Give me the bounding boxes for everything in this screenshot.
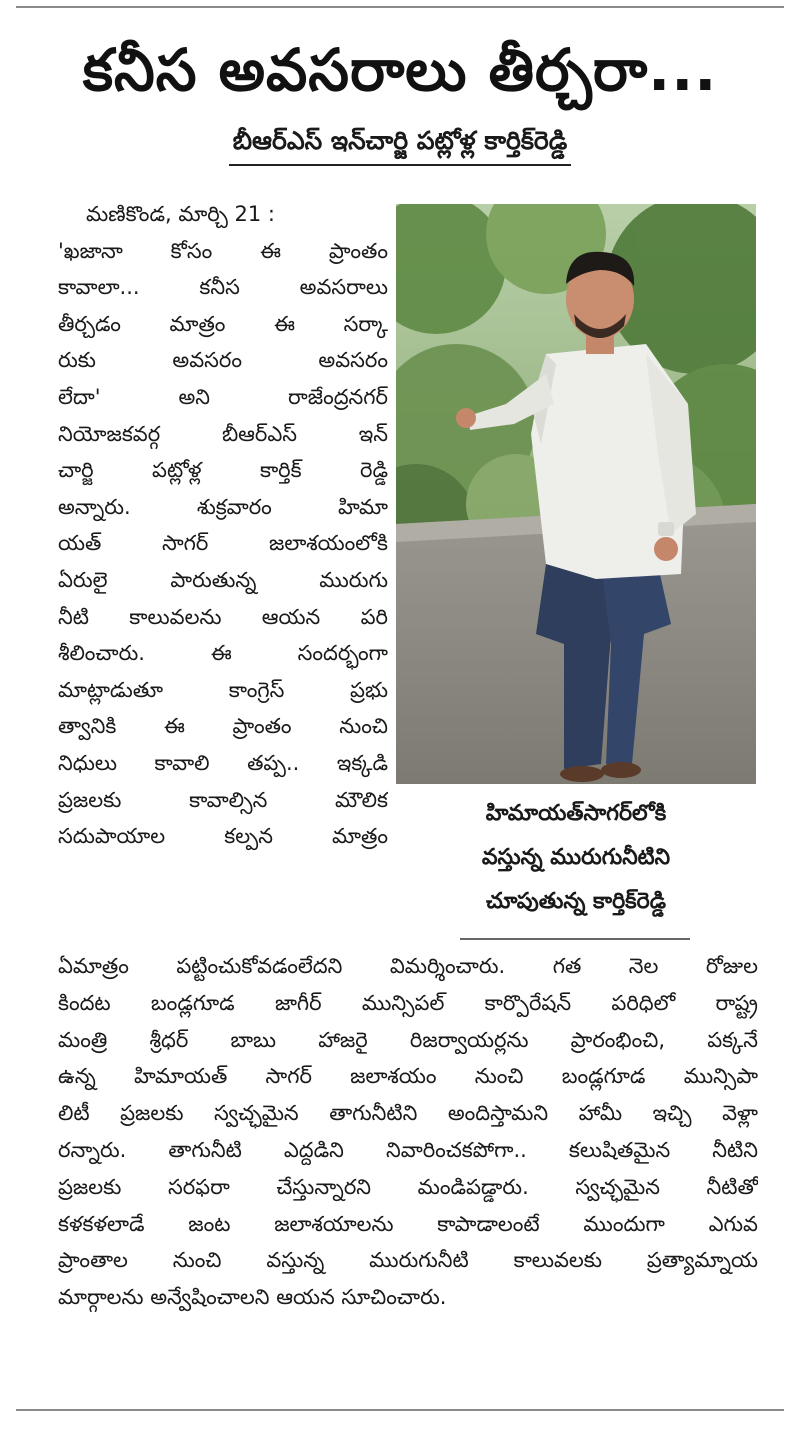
body-line: కావాలా... కనీస అవసరాలు	[58, 275, 388, 300]
body-line: యత్ సాగర్ జలాశయంలోకి	[58, 531, 388, 556]
body-line: ఉన్న హిమాయత్ సాగర్ జలాశయం నుంచి బండ్లగూడ మున్సిపా	[58, 1064, 758, 1089]
headline: కనీస అవసరాలు తీర్చరా...	[82, 36, 718, 104]
caption-rule	[460, 938, 690, 940]
body-line: మాట్లాడుతూ కాంగ్రెస్ ప్రభు	[58, 677, 388, 702]
caption-line: హిమాయత్‌సాగర్‌లోకి	[485, 801, 667, 826]
subheadline: బీఆర్ఎస్ ఇన్‌చార్జి పట్లోళ్ల కార్తిక్‌రెడ్డి	[229, 122, 571, 166]
body-line: ప్రజలకు సరఫరా చేస్తున్నారని మండిపడ్డారు. స్వచ్ఛమైన నీటితో	[58, 1174, 758, 1199]
body-line: శీలించారు. ఈ సందర్భంగా	[58, 641, 388, 666]
body-line: సదుపాయాల కల్పన మాత్రం	[58, 824, 388, 849]
article-body-left-column	[58, 196, 388, 855]
body-line: అన్నారు. శుక్రవారం హిమా	[58, 494, 388, 519]
body-line: కళకళలాడే జంట జలాశయాలను కాపాడాలంటే ముందుగా ఎగువ	[58, 1211, 758, 1236]
body-line: చార్జి పట్లోళ్ల కార్తిక్ రెడ్డి	[58, 458, 388, 483]
body-line: రుకు అవసరం అవసరం	[58, 348, 388, 373]
bottom-rule	[16, 1409, 784, 1411]
body-line: మార్గాలను అన్వేషించాలని ఆయన సూచించారు.	[58, 1285, 447, 1310]
subheadline-wrap	[0, 122, 800, 166]
body-line: మంత్రి శ్రీధర్ బాబు హాజరై రిజర్వాయర్లను ప్రారంభించి, పక్కనే	[58, 1027, 758, 1052]
person-sitting-on-wall-photo	[396, 204, 756, 784]
body-line: మణికొండ, మార్చి 21 :	[86, 202, 275, 226]
body-line: నియోజకవర్గ బీఆర్ఎస్ ఇన్	[58, 421, 388, 446]
body-line: లేదా' అని రాజేంద్రనగర్	[58, 384, 388, 409]
body-line: 'ఖజానా కోసం ఈ ప్రాంతం	[58, 238, 388, 263]
caption-line: చూపుతున్న కార్తిక్‌రెడ్డి	[486, 889, 666, 914]
body-line: ప్రజలకు కావాల్సిన మౌలిక	[58, 787, 388, 812]
body-line: రన్నారు. తాగునీటి ఎద్దడిని నివారించకపోగా.. కలుషితమైన నీటిని	[58, 1137, 758, 1162]
article-photo	[396, 204, 756, 784]
body-line: ఏమాత్రం పట్టించుకోవడంలేదని విమర్శించారు. గత నెల రోజుల	[58, 954, 758, 978]
body-line: ప్రాంతాల నుంచి వస్తున్న మురుగునీటి కాలువలకు ప్రత్యామ్నాయ	[58, 1248, 758, 1273]
body-line: నిధులు కావాలి తప్ప.. ఇక్కడి	[58, 750, 388, 775]
body-line: తీర్చడం మాత్రం ఈ సర్కా	[58, 311, 388, 336]
caption-line: వస్తున్న మురుగునీటిని	[481, 845, 671, 870]
body-line: నీటి కాలువలను ఆయన పరి	[58, 604, 388, 629]
top-rule	[16, 6, 784, 8]
article-body-full-width	[58, 948, 758, 1316]
body-line: త్వానికి ఈ ప్రాంతం నుంచి	[58, 714, 388, 739]
body-line: లిటీ ప్రజలకు స్వచ్ఛమైన తాగునీటిని అందిస్తామని హామీ ఇచ్చి వెళ్లా	[58, 1101, 758, 1126]
body-line: కిందట బండ్లగూడ జాగీర్ మున్సిపల్ కార్పొరేషన్ పరిధిలో రాష్ట్ర	[58, 990, 758, 1015]
body-line: ఏరులై పారుతున్న మురుగు	[58, 567, 388, 592]
photo-caption	[400, 792, 752, 924]
